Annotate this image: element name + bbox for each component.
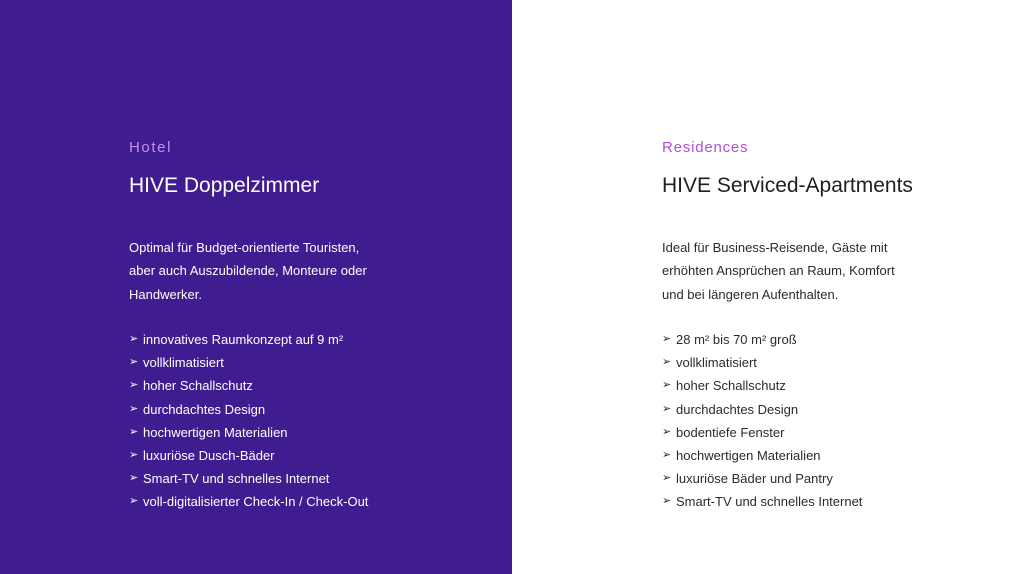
feature-item <box>129 328 489 351</box>
hotel-description-line: Optimal für Budget-orientierte Touristen, <box>129 240 360 255</box>
feature-item <box>129 398 489 421</box>
hotel-title: HIVE Doppelzimmer <box>129 174 320 197</box>
feature-item <box>129 374 489 397</box>
feature-text: hochwertigen Materialien <box>143 424 288 440</box>
feature-item <box>662 328 1022 351</box>
feature-item <box>662 444 1022 467</box>
arrow-bullet-icon: ➢ <box>662 472 672 485</box>
feature-item <box>129 490 489 513</box>
feature-item <box>129 444 489 467</box>
arrow-bullet-icon: ➢ <box>129 356 139 369</box>
arrow-bullet-icon: ➢ <box>662 379 672 392</box>
feature-text: 28 m² bis 70 m² groß <box>676 331 797 347</box>
arrow-bullet-icon: ➢ <box>129 448 139 461</box>
hotel-category-label: Hotel <box>129 139 173 156</box>
arrow-bullet-icon: ➢ <box>662 402 672 415</box>
feature-text: bodentiefe Fenster <box>676 424 785 440</box>
residences-title: HIVE Serviced-Apartments <box>662 174 913 197</box>
arrow-bullet-icon: ➢ <box>129 472 139 485</box>
arrow-bullet-icon: ➢ <box>662 448 672 461</box>
arrow-bullet-icon: ➢ <box>662 425 672 438</box>
feature-item <box>129 467 489 490</box>
arrow-bullet-icon: ➢ <box>662 332 672 345</box>
hotel-content <box>129 138 489 514</box>
residences-description-line: und bei längeren Aufenthalten. <box>662 286 839 302</box>
feature-text: vollklimatisiert <box>143 355 224 371</box>
feature-text: Smart-TV und schnelles Internet <box>143 471 330 487</box>
residences-description <box>662 236 1022 306</box>
feature-item <box>662 351 1022 374</box>
feature-item <box>662 490 1022 513</box>
feature-text: durchdachtes Design <box>143 401 266 417</box>
feature-text: innovatives Raumkonzept auf 9 m² <box>143 331 344 347</box>
arrow-bullet-icon: ➢ <box>662 356 672 369</box>
hotel-feature-list <box>129 328 489 514</box>
feature-text: luxuriöse Dusch-Bäder <box>143 447 275 463</box>
feature-item <box>662 398 1022 421</box>
residences-feature-list <box>662 328 1022 514</box>
residences-description-line: Ideal für Business-Reisende, Gäste mit <box>662 240 888 255</box>
arrow-bullet-icon: ➢ <box>129 332 139 345</box>
feature-text: hochwertigen Materialien <box>676 447 821 463</box>
feature-text: hoher Schallschutz <box>676 378 786 394</box>
feature-item <box>129 421 489 444</box>
feature-text: durchdachtes Design <box>676 401 799 417</box>
residences-description-line: erhöhten Ansprüchen an Raum, Komfort <box>662 263 895 279</box>
hotel-description-line: aber auch Auszubildende, Monteure oder <box>129 263 367 279</box>
feature-text: luxuriöse Bäder und Pantry <box>676 471 833 487</box>
arrow-bullet-icon: ➢ <box>129 379 139 392</box>
hotel-description-line: Handwerker. <box>129 286 202 302</box>
residences-panel <box>512 0 1024 574</box>
feature-item <box>662 374 1022 397</box>
residences-category-label: Residences <box>662 139 749 156</box>
feature-item <box>662 467 1022 490</box>
arrow-bullet-icon: ➢ <box>129 425 139 438</box>
feature-text: Smart-TV und schnelles Internet <box>676 494 863 510</box>
residences-content <box>662 138 1022 514</box>
feature-item <box>129 351 489 374</box>
feature-text: hoher Schallschutz <box>143 378 253 394</box>
arrow-bullet-icon: ➢ <box>662 495 672 508</box>
arrow-bullet-icon: ➢ <box>129 402 139 415</box>
feature-text: vollklimatisiert <box>676 355 757 371</box>
hotel-description <box>129 236 489 306</box>
feature-text: voll-digitalisierter Check-In / Check-Out <box>143 494 369 510</box>
feature-item <box>662 421 1022 444</box>
arrow-bullet-icon: ➢ <box>129 495 139 508</box>
